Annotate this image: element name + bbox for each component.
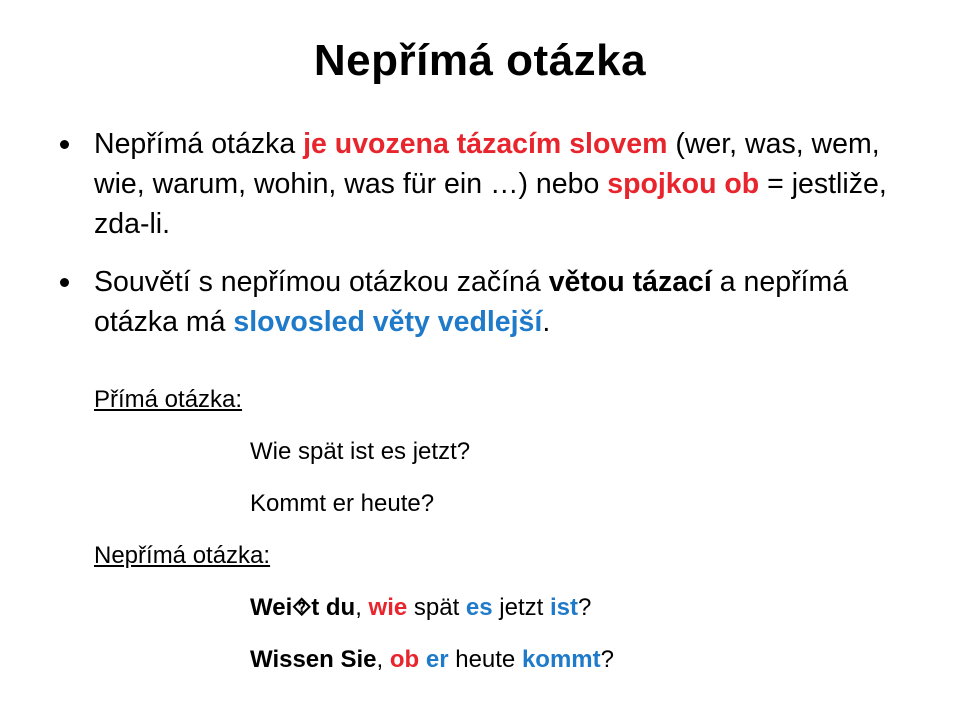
indirect-example bbox=[250, 646, 614, 674]
bullet-text bbox=[94, 266, 848, 338]
text-segment: Wie spät ist es jetzt? bbox=[250, 438, 471, 465]
text-segment: ? bbox=[578, 594, 592, 621]
text-segment: , bbox=[376, 646, 390, 673]
text-segment: je uvozena tázacím slovem bbox=[303, 128, 668, 160]
text-segment: Nepřímá otázka bbox=[94, 128, 304, 160]
indirect-example bbox=[250, 594, 591, 622]
text-segment: , bbox=[355, 594, 369, 621]
text-segment: větou tázací bbox=[548, 266, 712, 298]
indirect-question-heading: Nepřímá otázka: bbox=[94, 542, 271, 569]
text-segment: = jestliže, zda-li. bbox=[94, 168, 887, 240]
text-segment: wie bbox=[368, 594, 408, 621]
text-segment: jetzt bbox=[492, 594, 550, 621]
text-segment: ist bbox=[549, 594, 578, 621]
slide-title: Nepřímá otázka bbox=[313, 36, 647, 85]
direct-example bbox=[250, 438, 470, 466]
bullet-list bbox=[58, 124, 918, 360]
text-segment: slovosled věty vedlejší bbox=[233, 306, 543, 338]
text-segment: spät bbox=[407, 594, 466, 621]
text-segment: er bbox=[425, 646, 449, 673]
text-segment: spojkou ob bbox=[607, 168, 760, 200]
text-segment: Wei⯑t du bbox=[250, 594, 356, 621]
bullet-dot-icon bbox=[60, 278, 69, 287]
text-segment: Souvětí s nepřímou otázkou začíná bbox=[94, 266, 549, 298]
text-segment: . bbox=[542, 306, 551, 338]
text-segment: Wissen Sie bbox=[250, 646, 377, 673]
text-segment: heute bbox=[448, 646, 522, 673]
bullet-item bbox=[58, 124, 918, 244]
bullet-item bbox=[58, 262, 918, 342]
direct-question-heading: Přímá otázka: bbox=[94, 386, 243, 413]
direct-example bbox=[250, 490, 434, 518]
text-segment bbox=[419, 646, 426, 673]
text-segment: ob bbox=[389, 646, 420, 673]
text-segment: Kommt er heute? bbox=[250, 490, 435, 517]
text-segment: kommt bbox=[521, 646, 601, 673]
bullet-dot-icon bbox=[60, 140, 69, 149]
text-segment: ? bbox=[600, 646, 614, 673]
bullet-text bbox=[94, 128, 887, 240]
text-segment: es bbox=[465, 594, 493, 621]
text-segment: a nepřímá otázka má bbox=[94, 266, 849, 338]
text-segment: (wer, was, wem, wie, warum, wohin, was für ein …) nebo bbox=[94, 128, 880, 200]
